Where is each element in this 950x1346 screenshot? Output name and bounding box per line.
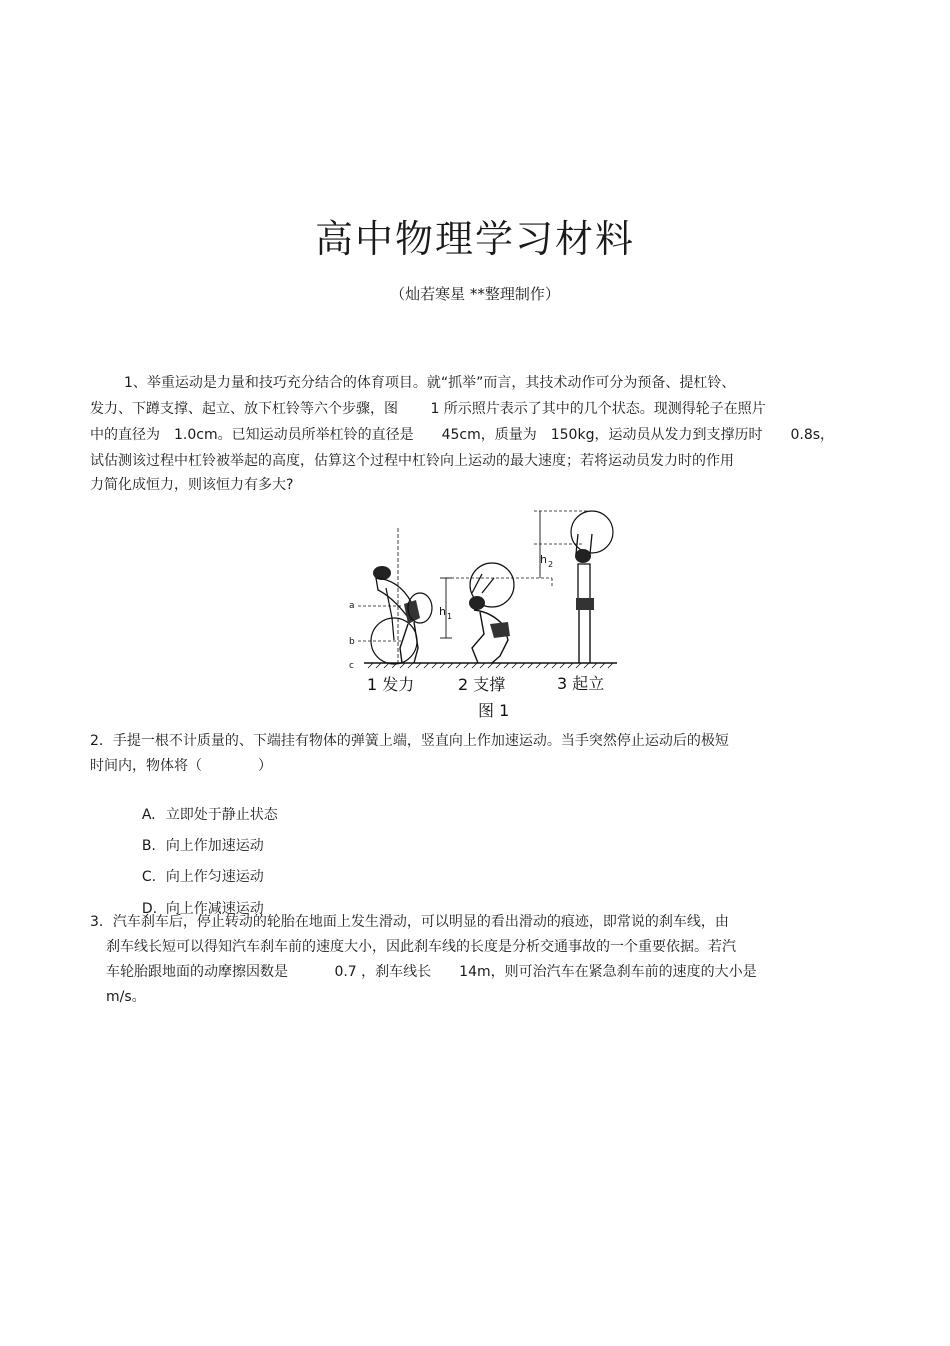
- stage-label-3: 3 起立: [557, 674, 605, 693]
- q3-line: 刹车线长短可以得知汽车刹车前的速度大小，因此刹车线的长度是分析交通事故的一个重要依据。若汽: [106, 939, 736, 955]
- option-text: 向上作加速运动: [165, 838, 264, 854]
- q3-line: 3．汽车刹车后，停止转动的轮胎在地面上发生滑动，可以明显的看出滑动的痕迹，即常说的刹车线，由: [90, 914, 729, 930]
- q1-line: 试估测该过程中杠铃被举起的高度，估算这个过程中杠铃向上运动的最大速度；若将运动员发力时的作用: [90, 453, 734, 469]
- weightlifting-figure: [342, 508, 622, 723]
- q1-line: 发力、下蹲支撑、起立、放下杠铃等六个步骤，图 1 所示照片表示了其中的几个状态。现测得轮子在照片: [90, 401, 766, 417]
- page-subtitle: （灿若寒星 **整理制作）: [390, 285, 560, 303]
- marker-b: b: [349, 637, 355, 647]
- option-label: B.: [141, 838, 156, 854]
- lifter-stage-1: [371, 528, 432, 664]
- option-label: A.: [141, 807, 156, 823]
- option-text: 向上作减速运动: [165, 901, 264, 917]
- option-label: C.: [141, 869, 157, 885]
- stage-label-2: 2 支撑: [458, 675, 506, 694]
- option-text: 向上作匀速运动: [165, 869, 264, 885]
- option-label: D.: [141, 901, 158, 917]
- lifter-stage-3: [571, 511, 613, 663]
- marker-a: a: [349, 601, 355, 611]
- figure-caption: 图 1: [478, 701, 510, 720]
- marker-c: c: [349, 661, 354, 671]
- q3-line: m/s。: [106, 989, 146, 1005]
- q3-line: 车轮胎跟地面的动摩擦因数是 0.7 ，刹车线长 14m，则可治汽车在紧急刹车前的速度的大小是: [106, 964, 757, 980]
- q1-line: 中的直径为 1.0cm。已知运动员所举杠铃的直径是 45cm，质量为 150kg，运动员从发力到支撑历时 0.8s，: [90, 427, 835, 443]
- q2-line: 2．手提一根不计质量的、下端挂有物体的弹簧上端，竖直向上作加速运动。当手突然停止运动后的极短: [90, 733, 729, 749]
- h1-subscript: 1: [447, 612, 453, 621]
- stage-label-1: 1 发力: [367, 675, 415, 694]
- h2-label: h: [540, 553, 547, 566]
- q2-line: 时间内，物体将（ ）: [90, 758, 272, 774]
- page-title: 高中物理学习材料: [314, 217, 635, 261]
- q1-line: 1、举重运动是力量和技巧充分结合的体育项目。就“抓举”而言，其技术动作可分为预备、提杠铃、: [124, 375, 736, 391]
- option-text: 立即处于静止状态: [165, 807, 278, 823]
- h2-subscript: 2: [548, 560, 554, 569]
- q1-line: 力简化成恒力，则该恒力有多大?: [90, 477, 294, 493]
- h1-label: h: [439, 605, 446, 618]
